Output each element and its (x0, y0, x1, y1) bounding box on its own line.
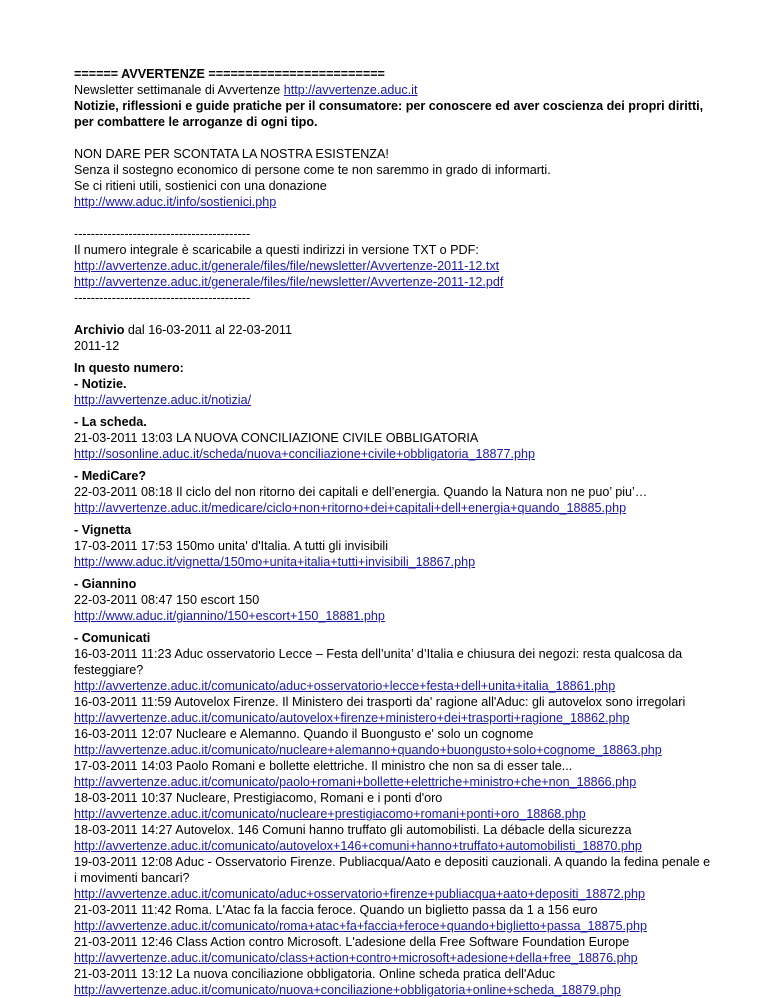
entry-text: 22-03-2011 08:18 Il ciclo del non ritorno dei capitali e dell’energia. Quando la Natura non ne puo’ piu’… (74, 485, 648, 499)
entry-text: 17-03-2011 14:03 Paolo Romani e bollette elettriche. Il ministro che non sa di esser tale... (74, 759, 573, 773)
entry-link[interactable]: http://avvertenze.aduc.it/comunicato/aduc+osservatorio+lecce+festa+dell+unita+italia_18861.php (74, 679, 616, 693)
entry-text: 16-03-2011 11:23 Aduc osservatorio Lecce – Festa dell’unita’ d’Italia e chiusura dei negozi: resta qualcosa da festeggiare? (74, 647, 683, 677)
entry-link[interactable]: http://avvertenze.aduc.it/comunicato/roma+atac+fa+faccia+feroce+quando+biglietto+passa_18875.php (74, 919, 648, 933)
entry-link[interactable]: http://avvertenze.aduc.it/comunicato/aduc+osservatorio+firenze+publiacqua+aato+depositi_18872.php (74, 887, 645, 901)
entry-text: 18-03-2011 14:27 Autovelox. 146 Comuni hanno truffato gli automobilisti. La débacle della sicurezza (74, 823, 632, 837)
toc-heading: In questo numero: (74, 361, 184, 375)
subtitle-text: Newsletter settimanale di Avvertenze (74, 83, 284, 97)
download-pdf-link[interactable]: http://avvertenze.aduc.it/generale/files/file/newsletter/Avvertenze-2011-12.pdf (74, 275, 504, 289)
archive-label: Archivio (74, 323, 125, 337)
entry-link[interactable]: http://sosonline.aduc.it/scheda/nuova+conciliazione+civile+obbligatoria_18877.php (74, 447, 536, 461)
entry-link[interactable]: http://avvertenze.aduc.it/comunicato/nucleare+prestigiacomo+romani+ponti+oro_18868.php (74, 807, 586, 821)
entry-link[interactable]: http://avvertenze.aduc.it/medicare/ciclo+non+ritorno+dei+capitali+dell+energia+quando_18885.php (74, 501, 627, 515)
section-label-giannino: - Giannino (74, 577, 137, 591)
entry-link[interactable]: http://www.aduc.it/vignetta/150mo+unita+italia+tutti+invisibili_18867.php (74, 555, 476, 569)
entry-text: 18-03-2011 10:37 Nucleare, Prestigiacomo, Romani e i ponti d'oro (74, 791, 443, 805)
entry-link[interactable]: http://avvertenze.aduc.it/comunicato/nucleare+alemanno+quando+buongusto+solo+cognome_18863.php (74, 743, 662, 757)
entry-text: 21-03-2011 12:46 Class Action contro Microsoft. L'adesione della Free Software Foundation Europe (74, 935, 630, 949)
newsletter-subtitle (74, 82, 714, 98)
divider: ------------------------------------------ (74, 227, 251, 241)
support-text: Senza il sostegno economico di persone come te non saremmo in grado di informarti. (74, 163, 551, 177)
entry-text: 22-03-2011 08:47 150 escort 150 (74, 593, 260, 607)
avvertenze-home-link[interactable]: http://avvertenze.aduc.it (283, 83, 418, 97)
entry-link[interactable]: http://avvertenze.aduc.it/comunicato/class+action+contro+microsoft+adesione+della+free_18876.php (74, 951, 638, 965)
entry-link[interactable]: http://avvertenze.aduc.it/comunicato/nuova+conciliazione+obbligatoria+online+scheda_18879.php (74, 983, 621, 997)
newsletter-title: ====== AVVERTENZE ======================== (74, 67, 385, 81)
section-label-notizie: - Notizie. (74, 377, 127, 391)
divider: ------------------------------------------ (74, 291, 251, 305)
entry-link[interactable]: http://avvertenze.aduc.it/comunicato/autovelox+firenze+ministero+dei+trasporti+ragione_18862.php (74, 711, 630, 725)
entry-link[interactable]: http://www.aduc.it/giannino/150+escort+150_18881.php (74, 609, 385, 623)
entry-text: 21-03-2011 13:12 La nuova conciliazione obbligatoria. Online scheda pratica dell'Aduc (74, 967, 556, 981)
entry-text: 21-03-2011 13:03 LA NUOVA CONCILIAZIONE CIVILE OBBLIGATORIA (74, 431, 479, 445)
download-text: Il numero integrale è scaricabile a questi indirizzi in versione TXT o PDF: (74, 243, 479, 257)
section-label-scheda: - La scheda. (74, 415, 147, 429)
entry-link[interactable]: http://avvertenze.aduc.it/comunicato/paolo+romani+bollette+elettriche+ministro+che+non_18866.php (74, 775, 637, 789)
donation-link[interactable]: http://www.aduc.it/info/sostienici.php (74, 195, 277, 209)
archive-range (74, 322, 714, 338)
newsletter-page (74, 66, 714, 998)
entry-link[interactable]: http://avvertenze.aduc.it/comunicato/autovelox+146+comuni+hanno+truffato+automobilisti_18870.php (74, 839, 642, 853)
entry-text: 16-03-2011 12:07 Nucleare e Alemanno. Quando il Buongusto e' solo un cognome (74, 727, 534, 741)
entry-text: 16-03-2011 11:59 Autovelox Firenze. Il Ministero dei trasporti da' ragione all'Aduc: gli autovelox sono irregolari (74, 695, 686, 709)
section-label-medicare: - MediCare? (74, 469, 147, 483)
entry-text: 21-03-2011 11:42 Roma. L'Atac fa la faccia feroce. Quando un biglietto passa da 1 a 156 euro (74, 903, 598, 917)
archive-dates: dal 16-03-2011 al 22-03-2011 (124, 323, 292, 337)
section-label-comunicati: - Comunicati (74, 631, 151, 645)
entry-text: 19-03-2011 12:08 Aduc - Osservatorio Firenze. Publiacqua/Aato e depositi cauzionali. A quando la fedina penale e i movimenti bancari? (74, 855, 711, 885)
section-label-vignetta: - Vignetta (74, 523, 132, 537)
notizie-link[interactable]: http://avvertenze.aduc.it/notizia/ (74, 393, 252, 407)
entry-text: 17-03-2011 17:53 150mo unita' d'Italia. A tutti gli invisibili (74, 539, 389, 553)
support-headline: NON DARE PER SCONTATA LA NOSTRA ESISTENZA! (74, 147, 389, 161)
support-text: Se ci ritieni utili, sostienici con una donazione (74, 179, 327, 193)
newsletter-tagline: Notizie, riflessioni e guide pratiche per il consumatore: per conoscere ed aver coscienza dei propri diritti, per combattere le arroganze di ogni tipo. (74, 99, 704, 129)
issue-number: 2011-12 (74, 339, 120, 353)
download-txt-link[interactable]: http://avvertenze.aduc.it/generale/files/file/newsletter/Avvertenze-2011-12.txt (74, 259, 500, 273)
